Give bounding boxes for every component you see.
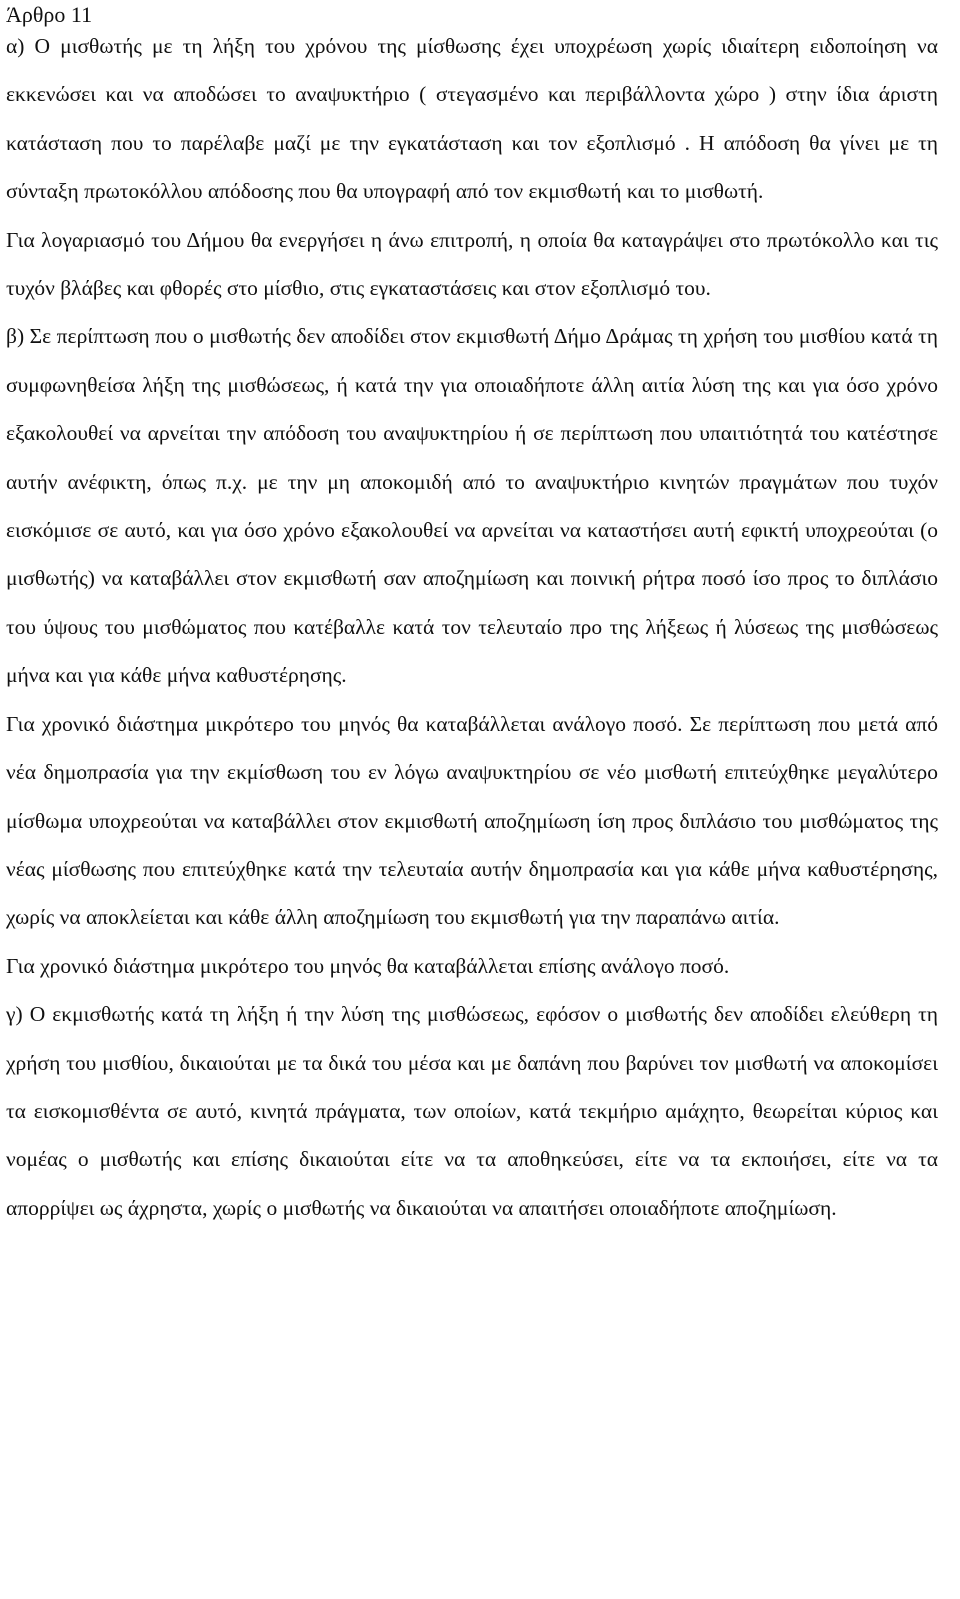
paragraph-shorter-period-new-auction: Για χρονικό διάστημα μικρότερο του μηνός θα καταβάλλεται ανάλογο ποσό. Σε περίπτωση που μετά από νέα δημοπρασία για την εκμίσθωση του εν λόγω αναψυκτηρίου σε νέο μισθωτή επιτεύχθηκε μεγαλύτερο μίσθωμα υποχρεούται να καταβάλλει στον εκμισθωτή αποζημίωση ίση προς διπλάσιο του μισθώματος της νέας μίσθωσης που επιτεύχθηκε κατά την τελευταία αυτήν δημοπρασία και για κάθε μήνα καθυστέρησης, χωρίς να αποκλείεται και κάθε άλλη αποζημίωση του εκμισθωτή για την παραπάνω αιτία. <box>6 711 938 930</box>
article-heading: Άρθρο 11 <box>6 2 93 27</box>
paragraph-a: α) Ο μισθωτής με τη λήξη του χρόνου της μίσθωσης έχει υποχρέωση χωρίς ιδιαίτερη ειδοποίηση να εκκενώσει και να αποδώσει το αναψυκτήριο ( στεγασμένο και περιβάλλοντα χώρο ) στην ίδια άριστη κατάσταση που το παρέλαβε μαζί με την εγκατάσταση και τον εξοπλισμό . Η απόδοση θα γίνει με τη σύνταξη πρωτοκόλλου απόδοσης που θα υπογραφή από τον εκμισθωτή και το μισθωτή. <box>6 34 938 204</box>
paragraph-committee: Για λογαριασμό του Δήμου θα ενεργήσει η άνω επιτροπή, η οποία θα καταγράψει στο πρωτόκολλο και τις τυχόν βλάβες και φθορές στο μίσθιο, στις εγκαταστάσεις και στον εξοπλισμό του. <box>6 227 938 301</box>
document-page <box>6 0 938 1220</box>
paragraph-shorter-period-proportional: Για χρονικό διάστημα μικρότερο του μηνός θα καταβάλλεται επίσης ανάλογο ποσό. <box>6 953 730 978</box>
paragraph-b: β) Σε περίπτωση που ο μισθωτής δεν αποδίδει στον εκμισθωτή Δήμο Δράμας τη χρήση του μισθίου κατά τη συμφωνηθείσα λήξη της μισθώσεως, ή κατά την για οποιαδήποτε άλλη αιτία λύση της και για όσο χρόνο εξακολουθεί να αρνείται την απόδοση του αναψυκτηρίου ή σε περίπτωση που υπαιτιότητά του κατέστησε αυτήν ανέφικτη, όπως π.χ. με την μη αποκομιδή από το αναψυκτήριο κινητών πραγμάτων που τυχόν εισκόμισε σε αυτό, και για όσο χρόνο εξακολουθεί να αρνείται να καταστήσει αυτή εφικτή υποχρεούται (ο μισθωτής) να καταβάλλει στον εκμισθωτή σαν αποζημίωση και ποινική ρήτρα ποσό ίσο προς το διπλάσιο του ύψους του μισθώματος που κατέβαλλε κατά τον τελευταίο προ της λήξεως ή λύσεως της μισθώσεως μήνα και για κάθε μήνα καθυστέρησης. <box>6 324 938 688</box>
paragraph-c: γ) Ο εκμισθωτής κατά τη λήξη ή την λύση της μισθώσεως, εφόσον ο μισθωτής δεν αποδίδει ελεύθερη τη χρήση του μισθίου, δικαιούται με τα δικά του μέσα και με δαπάνη που βαρύνει τον μισθωτή να αποκομίσει τα εισκομισθέντα σε αυτό, κινητά πράγματα, των οποίων, κατά τεκμήριο αμάχητο, θεωρείται κύριος και νομέας ο μισθωτής και επίσης δικαιούται είτε να τα αποθηκεύσει, είτε να τα εκποιήσει, είτε να τα απορρίψει ως άχρηστα, χωρίς ο μισθωτής να δικαιούται να απαιτήσει οποιαδήποτε αποζημίωση. <box>6 1002 938 1220</box>
article-body <box>6 22 938 1232</box>
